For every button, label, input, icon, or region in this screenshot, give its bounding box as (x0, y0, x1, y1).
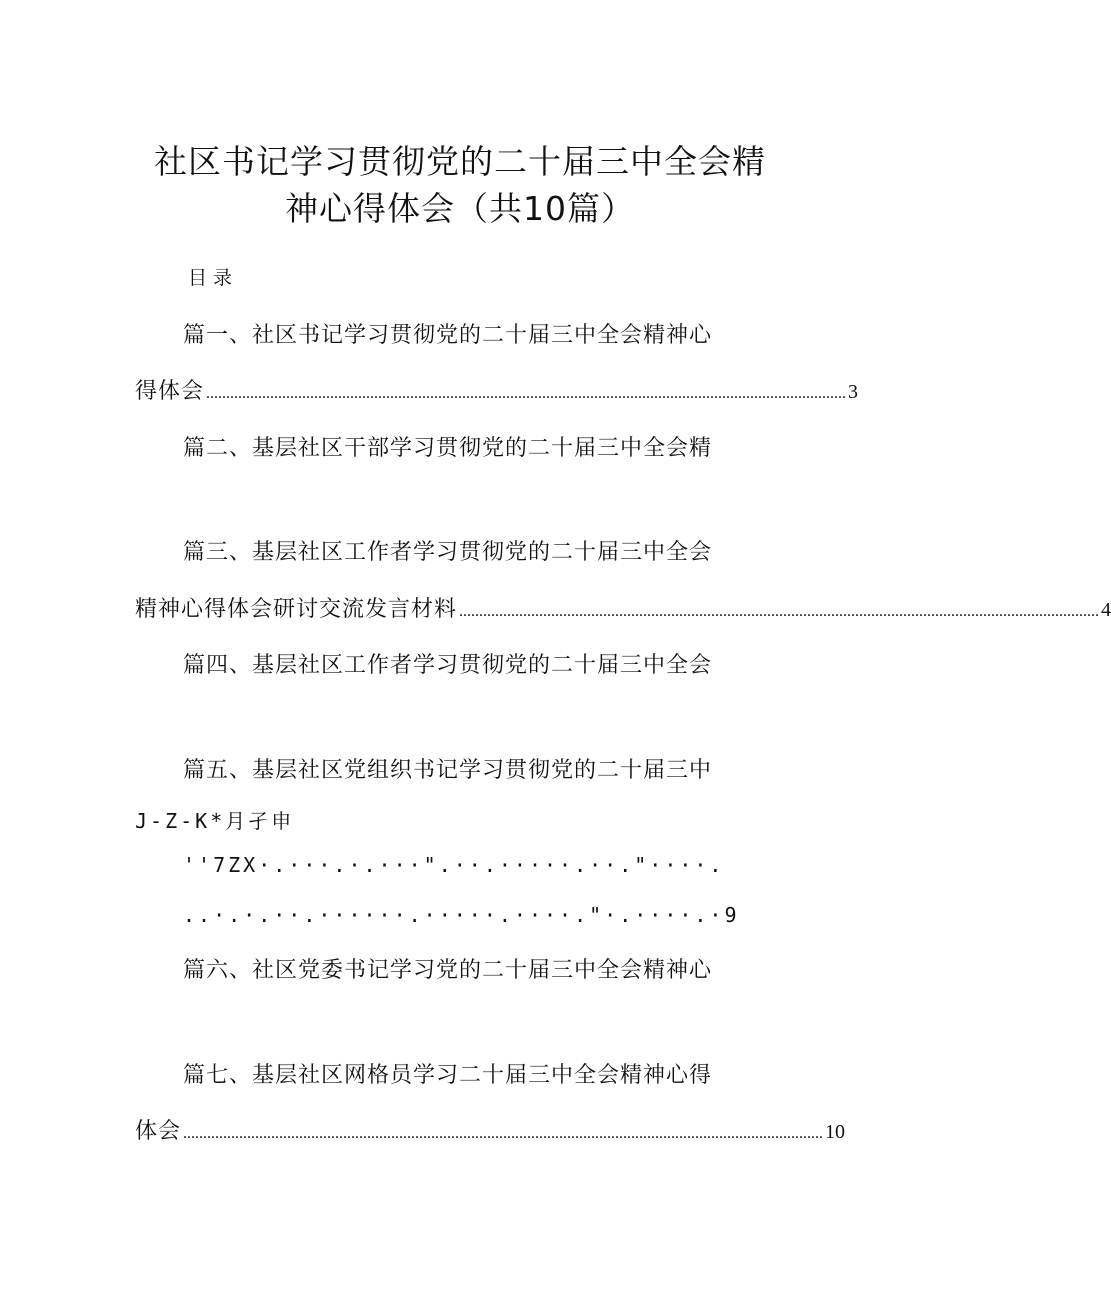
toc-entry-3-line-1[interactable]: 篇三、基层社区工作者学习贯彻党的二十届三中全会 (183, 540, 713, 565)
toc-entry-7-page: 10 (825, 1121, 846, 1143)
toc-entry-3-text: 精神心得体会研讨交流发言材料 (135, 597, 458, 622)
toc-entry-7-text: 体会 (135, 1119, 182, 1144)
toc-entry-3-page: 4 (1101, 599, 1111, 621)
toc-entry-5-line-1[interactable]: 篇五、基层社区党组织书记学习贯彻党的二十届三中 (183, 758, 713, 783)
toc-entry-5-line-4: ..·.·.··.······.·····.····."·.····.·9 (183, 903, 740, 927)
dot-leader: ................................................................................................................................................................ (183, 1125, 824, 1142)
dot-leader: ................................................................................................................................................................ (459, 603, 1100, 620)
toc-entry-1-page: 3 (848, 381, 859, 403)
toc-entry-2-line-1[interactable]: 篇二、基层社区干部学习贯彻党的二十届三中全会精 (183, 436, 713, 461)
document-title-line-1: 社区书记学习贯彻党的二十届三中全会精 (154, 142, 766, 181)
toc-entry-5-line-3: ''7ZX·.···.·.···".··.·····.··."····. (183, 853, 725, 877)
toc-entry-6-line-1[interactable]: 篇六、社区党委书记学习党的二十届三中全会精神心 (183, 958, 713, 983)
toc-entry-7-line-2[interactable] (135, 1114, 846, 1145)
dot-leader: ................................................................................................................................................................ (206, 385, 847, 402)
toc-entry-4-line-1[interactable]: 篇四、基层社区工作者学习贯彻党的二十届三中全会 (183, 653, 713, 678)
toc-entry-3-line-2[interactable] (135, 592, 1111, 623)
toc-entry-1-line-2[interactable] (135, 374, 859, 405)
document-title-line-2: 神心得体会（共10篇） (285, 189, 635, 228)
toc-entry-7-line-1[interactable]: 篇七、基层社区网格员学习二十届三中全会精神心得 (183, 1063, 713, 1088)
toc-heading: 目录 (188, 267, 239, 289)
toc-entry-1-line-1[interactable]: 篇一、社区书记学习贯彻党的二十届三中全会精神心 (183, 323, 713, 348)
toc-entry-1-text: 得体会 (135, 379, 205, 404)
toc-entry-5-line-2: J-Z-K*月孑申 (135, 809, 295, 833)
